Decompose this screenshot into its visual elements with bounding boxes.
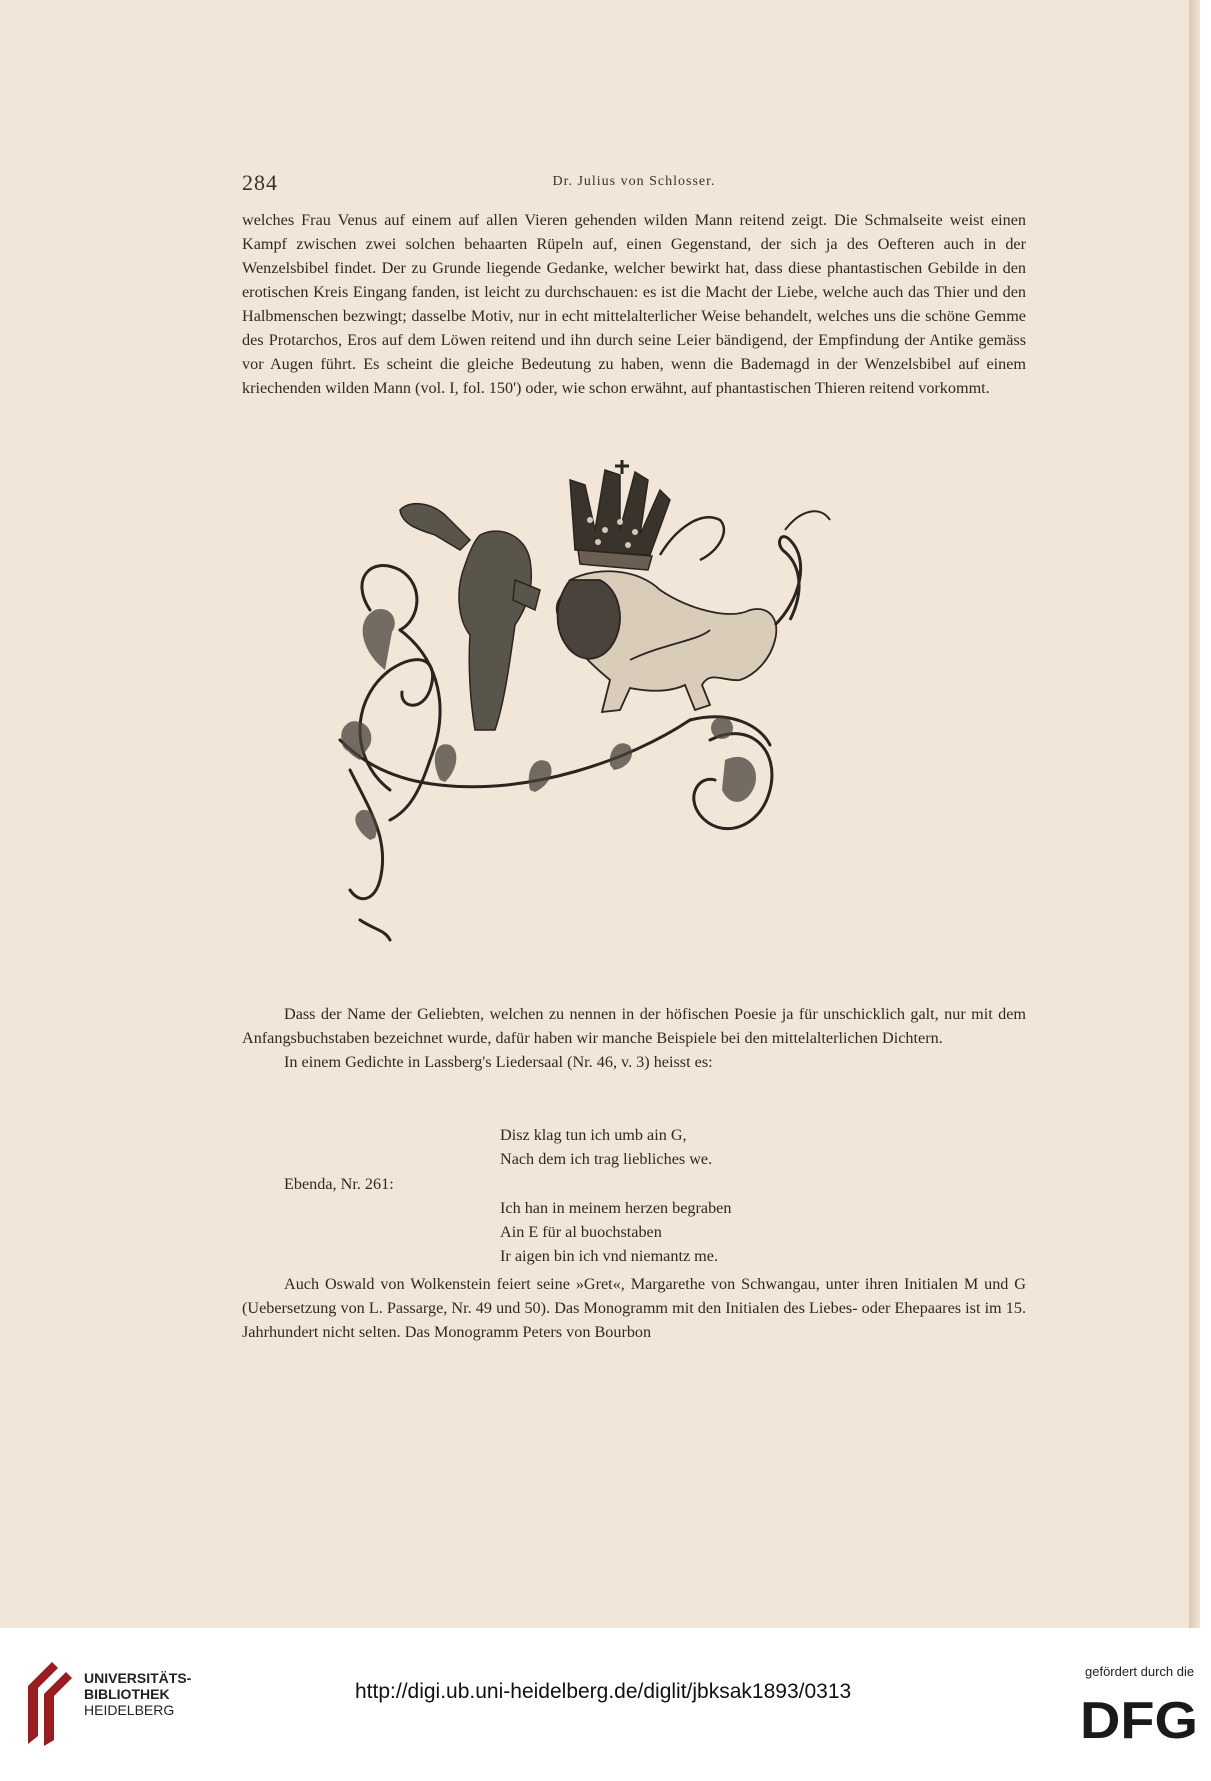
verse-2-line-1: Ich han in meinem herzen begraben bbox=[500, 1199, 732, 1217]
university-library-logo-icon bbox=[22, 1658, 74, 1748]
paragraph-2 bbox=[242, 1002, 1026, 1050]
page-edge bbox=[1189, 0, 1200, 1628]
illustration-lion-wildman bbox=[330, 460, 930, 980]
paragraph-3-text: In einem Gedichte in Lassberg's Liedersaal (Nr. 46, v. 3) heisst es: bbox=[284, 1053, 713, 1071]
paragraph-3 bbox=[242, 1050, 1026, 1074]
library-name-line-2: BIBLIOTHEK bbox=[84, 1686, 170, 1702]
verse-2-line-2: Ain E für al buochstaben bbox=[500, 1223, 662, 1241]
verse-2 bbox=[500, 1196, 731, 1268]
dfg-logo-text: DFG bbox=[1080, 1694, 1198, 1744]
page-number: 284 bbox=[242, 170, 278, 195]
funding-note: gefördert durch die bbox=[1085, 1664, 1195, 1679]
footer-bar bbox=[0, 1628, 1211, 1781]
library-name-line-3: HEIDELBERG bbox=[84, 1702, 175, 1718]
paragraph-4-text: Auch Oswald von Wolkenstein feiert seine »Gret«, Margarethe von Schwangau, unter ihren Initialen M und G (Uebersetzung von L. Passarge, Nr. 49 und 50). Das Monogramm mit den Initialen des Liebes- oder Ehepaares ist im 15. Jahrhundert nicht selten. Das Monogramm Peters von Bourbon bbox=[242, 1275, 1026, 1341]
verse-1-line-2: Nach dem ich trag liebliches we. bbox=[500, 1150, 713, 1168]
verse-2-line-3: Ir aigen bin ich vnd niemantz me. bbox=[500, 1247, 719, 1265]
paragraph-2-text: Dass der Name der Geliebten, welchen zu nennen in der höfischen Poesie ja für unschicklich galt, nur mit dem Anfangsbuchstaben bezeichnet wurde, dafür haben wir manche Beispiele bei den mittelalterlichen Dichtern. bbox=[242, 1005, 1026, 1047]
library-name-line-1: UNIVERSITÄTS- bbox=[84, 1670, 192, 1686]
digital-library-url[interactable]: http://digi.ub.uni-heidelberg.de/diglit/jbksak1893/0313 bbox=[355, 1680, 852, 1703]
library-name bbox=[84, 1670, 191, 1718]
running-title: Dr. Julius von Schlosser. bbox=[552, 174, 716, 189]
paragraph-4 bbox=[242, 1272, 1026, 1344]
dfg-logo-icon bbox=[1080, 1694, 1200, 1744]
verse-1 bbox=[500, 1123, 712, 1171]
paragraph-1: welches Frau Venus auf einem auf allen Vieren gehenden wilden Mann reitend zeigt. Die Schmalseite weist einen Kampf zwischen zwei solchen behaarten Rüpeln auf, einen Gegenstand, der sich ja des Oefteren auch in der Wenzelsbibel findet. Der zu Grunde liegende Gedanke, welcher bewirkt hat, dass diese phantastischen Gebilde in den erotischen Kreis Eingang fanden, ist leicht zu durchschauen: es ist die Macht der Liebe, welche auch das Thier und den Halbmenschen bezwingt; dasselbe Motiv, nur in echt mittelalterlicher Weise behandelt, welches uns die schöne Gemme des Protarchos, Eros auf dem Löwen reitend und ihn durch seine Leier bändigend, der Empfindung der Antike gemäss vor Augen führt. Es scheint die gleiche Bedeutung zu haben, wenn die Bademagd in der Wenzelsbibel auf einem kriechenden wilden Mann (vol. I, fol. 150') oder, wie schon erwähnt, auf phantastischen Thieren reitend vorkommt. bbox=[242, 211, 1026, 397]
ebenda-reference: Ebenda, Nr. 261: bbox=[284, 1175, 394, 1193]
verse-1-line-1: Disz klag tun ich umb ain G, bbox=[500, 1126, 687, 1144]
page-header bbox=[242, 170, 1026, 198]
